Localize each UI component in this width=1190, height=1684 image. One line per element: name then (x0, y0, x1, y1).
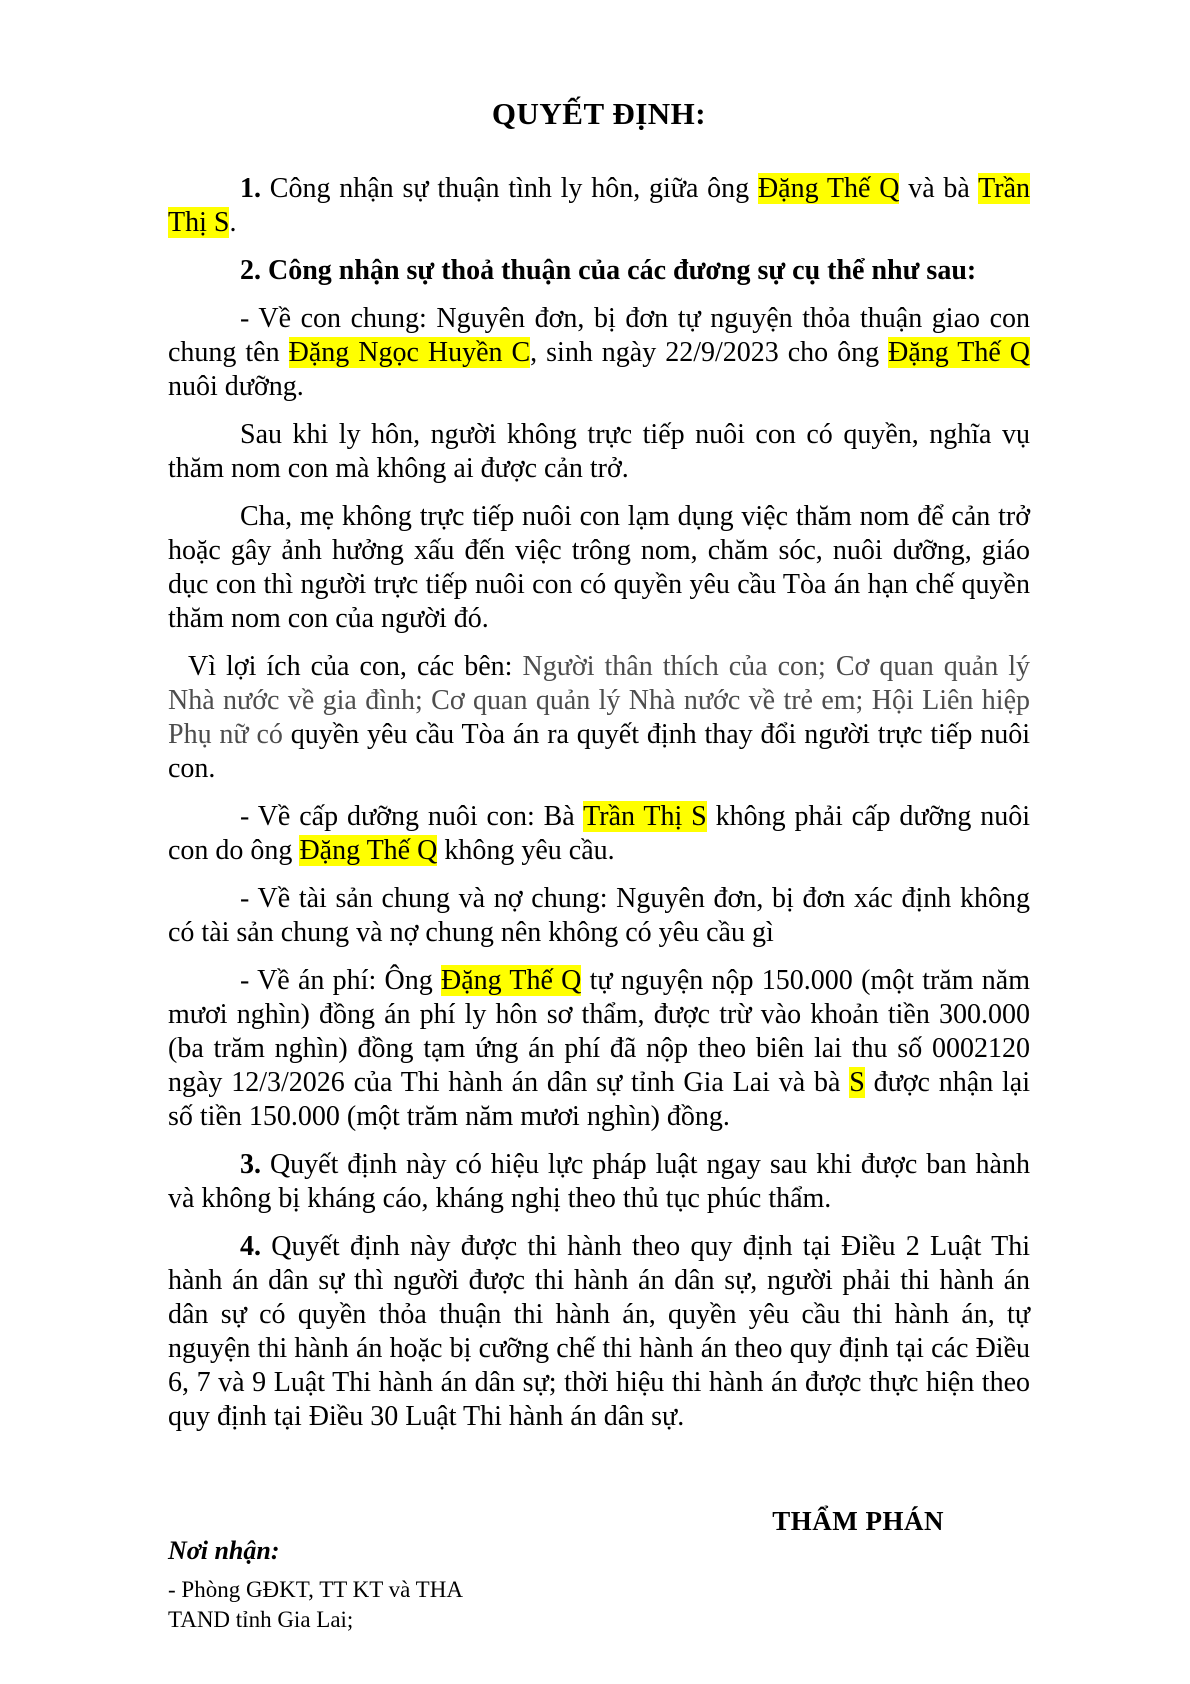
highlighted-text: S (849, 1067, 865, 1098)
highlighted-text: Đặng Ngọc Huyền C (288, 337, 531, 368)
document-title: QUYẾT ĐỊNH: (491, 96, 707, 131)
text-run: không yêu cầu. (437, 835, 615, 866)
text-run: Người thân thích của con; Cơ quan quản lý Nhà nước về gia đình; Cơ quan quản lý Nhà nước về trẻ em; Hội Liên hiệp Phụ nữ có (168, 651, 1030, 750)
recipients-block (168, 1506, 463, 1635)
judge-title: THẨM PHÁN (772, 1506, 944, 1536)
text-run: Vì lợi ích của con, các bên: (188, 651, 523, 682)
text-run: . (229, 207, 237, 238)
clause-agreement-heading (168, 254, 1030, 288)
text-run: được nhận lại số tiền 150.000 (một trăm năm mươi nghìn) đồng. (168, 1067, 1031, 1132)
document-footer (168, 1506, 1030, 1635)
text-run: Cha, mẹ không trực tiếp nuôi con lạm dụng việc thăm nom để cản trở hoặc gây ảnh hưởng xấu đến việc trông nom, chăm sóc, nuôi dưỡng, giáo dục con thì người trực tiếp nuôi con có quyền yêu cầu Tòa án hạn chế quyền thăm nom con của người đó. (168, 501, 1030, 634)
highlighted-text: Trần Thị S (168, 173, 1030, 238)
text-run: Sau khi ly hôn, người không trực tiếp nuôi con có quyền, nghĩa vụ thăm nom con mà không ai được cản trở. (168, 419, 1030, 484)
text-run: - Về tài sản chung và nợ chung: Nguyên đơn, bị đơn xác định không có tài sản chung và nợ chung nên không có yêu cầu gì (168, 883, 1030, 948)
recipient-line-1: - Phòng GĐKT, TT KT và THA (168, 1577, 463, 1602)
clause-common-child (168, 302, 1030, 404)
text-run: Quyết định này được thi hành theo quy định tại Điều 2 Luật Thi hành án dân sự thì người được thi hành án dân sự, người phải thi hành án dân sự có quyền thỏa thuận thi hành án, quyền yêu cầu thi hành án, tự nguyện thi hành án hoặc bị cưỡng chế thi hành án theo quy định tại các Điều 6, 7 và 9 Luật Thi hành án dân sự; thời hiệu thi hành án được thực hiện theo quy định tại Điều 30 Luật Thi hành án dân sự. (168, 1231, 1030, 1432)
text-run: 3. (240, 1149, 270, 1180)
clause-court-fee (168, 964, 1030, 1134)
text-run: , sinh ngày 22/9/2023 cho ông (530, 337, 889, 368)
document-body (168, 172, 1030, 1434)
clause-enforcement (168, 1230, 1030, 1434)
text-run: - Về án phí: Ông (240, 965, 441, 996)
text-run: nuôi dưỡng. (168, 371, 304, 402)
text-run: không phải cấp dưỡng nuôi con do ông (168, 801, 1031, 866)
clause-divorce-recognition (168, 172, 1030, 240)
recipient-line-2: TAND tỉnh Gia Lai; (168, 1607, 354, 1632)
text-run: - Về con chung: Nguyên đơn, bị đơn tự nguyện thỏa thuận giao con chung tên (168, 303, 1030, 368)
highlighted-text: Đặng Thế Q (888, 337, 1030, 368)
clause-visitation-right (168, 418, 1030, 486)
clause-child-support (168, 800, 1030, 868)
text-run: tự nguyện nộp 150.000 (một trăm năm mươi nghìn) đồng án phí ly hôn sơ thẩm, được trừ vào khoản tiền 300.000 (ba trăm nghìn) đồng tạm ứng án phí đã nộp theo biên lai thu số 0002120 ngày 12/3/2026 của Thi hành án dân sự tỉnh Gia Lai và bà (168, 965, 1030, 1098)
highlighted-text: Trần Thị S (583, 801, 707, 832)
text-run: - Về cấp dưỡng nuôi con: Bà (240, 801, 584, 832)
clause-visitation-abuse (168, 500, 1030, 636)
highlighted-text: Đặng Thế Q (757, 173, 900, 204)
text-run: 4. (240, 1231, 272, 1262)
recipients-label: Nơi nhận: (168, 1536, 280, 1565)
clause-effectiveness (168, 1148, 1030, 1216)
text-run: và bà (899, 173, 979, 204)
text-run: Quyết định này có hiệu lực pháp luật ngay sau khi được ban hành và không bị kháng cáo, kháng nghị theo thủ tục phúc thẩm. (168, 1149, 1030, 1214)
text-run: 2. Công nhận sự thoả thuận của các đương sự cụ thể như sau: (240, 255, 977, 286)
highlighted-text: Đặng Thế Q (299, 835, 438, 866)
clause-common-property (168, 882, 1030, 950)
text-run: 1. (240, 173, 270, 204)
text-run: Công nhận sự thuận tình ly hôn, giữa ông (269, 173, 758, 204)
text-run: quyền yêu cầu Tòa án ra quyết định thay đổi người trực tiếp nuôi con. (168, 719, 1030, 784)
clause-child-interest (168, 650, 1030, 786)
highlighted-text: Đặng Thế Q (440, 965, 582, 996)
